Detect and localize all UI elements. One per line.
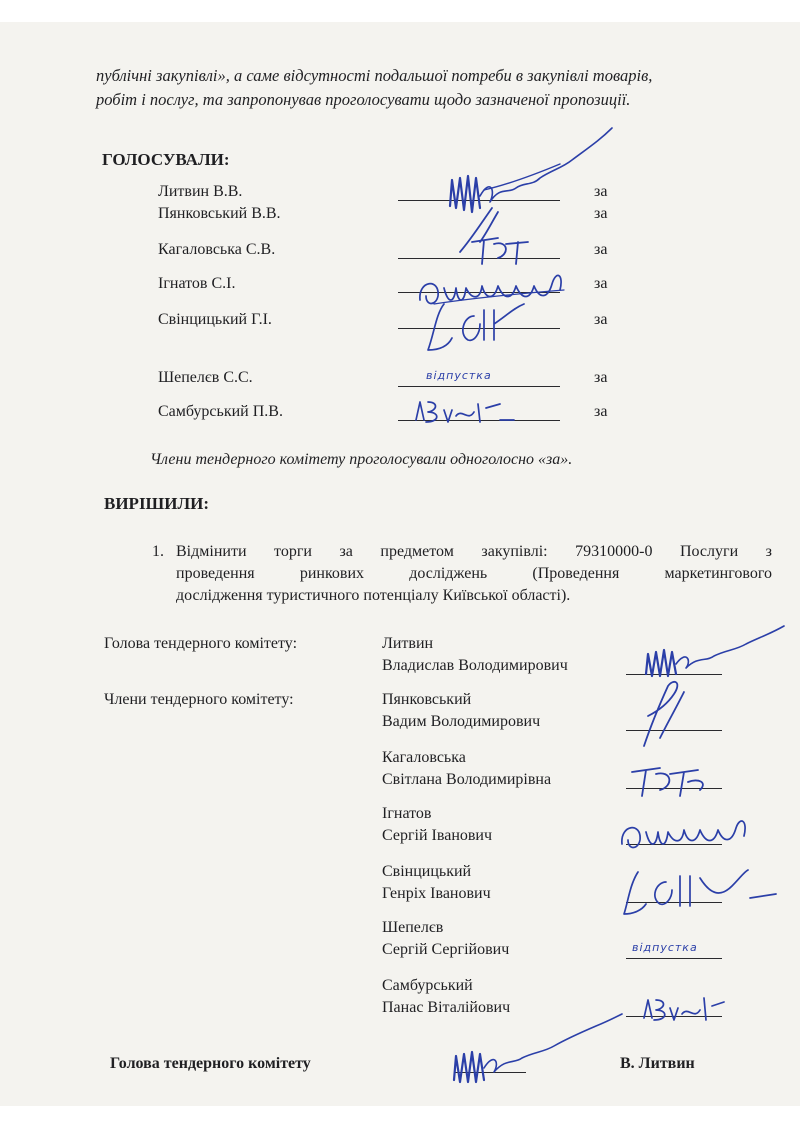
vote-value: за — [594, 369, 608, 386]
chair-label: Голова тендерного комітету: — [104, 635, 298, 652]
person-surname: Самбурський — [382, 977, 473, 994]
person-given-names: Сергій Іванович — [382, 827, 493, 844]
signature-sambursky-vote — [410, 394, 520, 430]
person-surname: Кагаловська — [382, 749, 466, 766]
footer-name: В. Литвин — [620, 1055, 695, 1072]
person-given-names: Генріх Іванович — [382, 885, 491, 902]
voting-heading: ГОЛОСУВАЛИ: — [102, 150, 230, 169]
voter-name: Шепелєв С.С. — [158, 369, 253, 386]
vacation-note: відпустка — [632, 941, 698, 954]
signature-piankovskyi-committee — [634, 672, 704, 752]
person-given-names: Світлана Володимирівна — [382, 771, 552, 788]
signature-lytvyn-footer — [446, 1010, 626, 1086]
signature-lytvyn-committee — [640, 620, 790, 680]
vote-value: за — [594, 275, 608, 292]
signature-svintsytskyi-committee — [616, 864, 786, 924]
vote-value: за — [594, 241, 608, 258]
voter-name: Пянковський В.В. — [158, 205, 281, 222]
person-given-names: Панас Віталійович — [382, 999, 511, 1016]
voter-name: Ігнатов С.І. — [158, 275, 236, 292]
voting-summary: Члени тендерного комітету проголосували одноголосно «за». — [150, 451, 573, 468]
decision-item-line-1: Відмінити торги за предметом закупівлі: 79310000-0 Послуги з — [176, 543, 772, 560]
person-surname: Свінцицький — [382, 863, 472, 880]
voter-name: Литвин В.В. — [158, 183, 243, 200]
signature-sambursky-committee — [640, 992, 730, 1028]
person-surname: Пянковський — [382, 691, 472, 708]
decision-item-number: 1. — [152, 543, 164, 560]
decision-heading: ВИРІШИЛИ: — [104, 494, 210, 513]
signature-kahalovska-committee — [628, 760, 718, 800]
person-given-names: Владислав Володимирович — [382, 657, 568, 674]
voter-name: Самбурський П.В. — [158, 403, 283, 420]
vote-value: за — [594, 311, 608, 328]
vacation-note: відпустка — [426, 369, 492, 382]
intro-line-2: робіт і послуг, та запропонував проголосувати щодо зазначеної пропозиції. — [96, 90, 631, 109]
footer-title: Голова тендерного комітету — [110, 1055, 311, 1072]
person-surname: Литвин — [382, 635, 434, 652]
document-page — [0, 22, 800, 1106]
signature-line — [626, 958, 722, 959]
vote-value: за — [594, 205, 608, 222]
voter-name: Свінцицький Г.І. — [158, 311, 272, 328]
signature-ihnatov-committee — [616, 810, 756, 860]
signature-line — [398, 386, 560, 387]
person-surname: Шепелєв — [382, 919, 444, 936]
decision-item-line-3: дослідження туристичного потенціалу Київської області). — [176, 587, 571, 604]
signature-svintsytskyi-vote — [414, 294, 544, 364]
voter-name: Кагаловська С.В. — [158, 241, 276, 258]
vote-value: за — [594, 183, 608, 200]
person-given-names: Вадим Володимирович — [382, 713, 541, 730]
members-label: Члени тендерного комітету: — [104, 691, 294, 708]
vote-value: за — [594, 403, 608, 420]
intro-line-1: публічні закупівлі», а саме відсутності подальшої потреби в закупівлі товарів, — [96, 66, 653, 85]
person-given-names: Сергій Сергійович — [382, 941, 510, 958]
decision-item-line-2: проведення ринкових досліджень (Проведення маркетингового — [176, 565, 772, 582]
person-surname: Ігнатов — [382, 805, 432, 822]
